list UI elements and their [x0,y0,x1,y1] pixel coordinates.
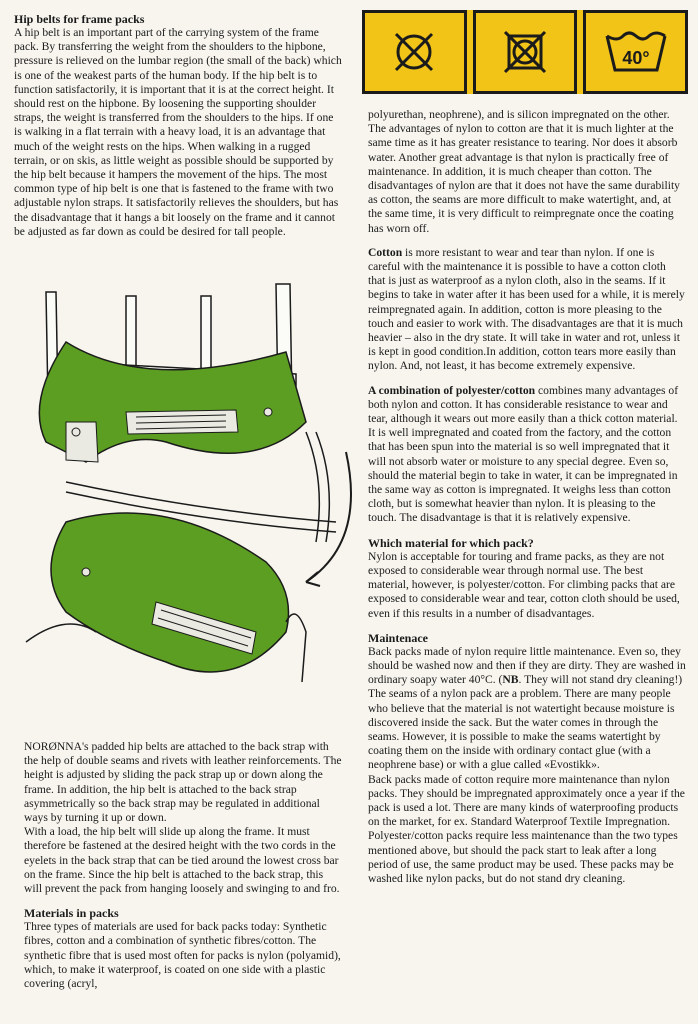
paragraph-which-material: Nylon is acceptable for touring and frame packs, as they are not exposed to considerable wear through normal use. The best material, however, is polyester/cotton. For climbing packs that are exposed to considerable wear and tear, cotton cloth should be used, even if this results in a number of disadvantages. [368,549,680,620]
paragraph-maintenance-nylon [368,645,686,688]
wash-temperature-label: 40° [622,48,650,68]
section-heading-hip-belts: Hip belts for frame packs [14,12,145,26]
right-column [368,108,686,886]
maintenance-text-a: Back packs made of nylon require little maintenance. Even so, they should be washed now and then if they are dirty. They are washed in ordinary soapy water 40°C. ( [368,644,686,687]
left-column [14,12,344,239]
cotton-text: is more resistant to wear and tear than nylon. If one is careful with the maintenance it is possible to have a cotton cloth that is just as waterproof as a nylon cloth, also in the seams. If it begins to take in water after it has been used for a while, it is merely reimpregnated again. In addition, cotton is more pleasing to the touch and easier to work with. The disadvantages are that it is much heavier – also in the dry state. It will take in water and rot, unless it is kept in good condition.In addition, cotton tears more easily than nylon. And, not least, it has become extremely expensive. [368,245,685,373]
paragraph-materials: Three types of materials are used for back packs today: Synthetic fibres, cotton and a combination of synthetic fibres/cotton. The synthetic fibre that is used most often for packs is nylon (polyamid), which, to make it waterproof, is coated on one side with a plastic covering (acryl, [24,920,341,991]
paragraph-cotton-maintenance: Back packs made of cotton require more maintenance than nylon packs. They should be impregnated approximately once a year if the pack is used a lot. There are many kinds of waterproofing products on the market, for ex. Standard Waterproof Textile Impregnation. [368,772,685,829]
section-heading-materials: Materials in packs [24,906,119,921]
left-column-lower [24,740,344,991]
care-symbols-panel [362,10,688,94]
section-heading-maintenance: Maintenace [368,630,428,645]
paragraph-noronna-belts: NORØNNA's padded hip belts are attached to the back strap with the help of double seams and rivets with leather reinforcements. The height is adjusted by sliding the pack strap up or down along the frame. In addition, the hip belt is attached to the back strap asymmetrically so the back strap may be regulated in additional ways by turning it up or down. [24,740,342,825]
section-heading-which-material: Which material for which pack? [368,535,534,550]
do-not-tumble-dry-symbol [473,10,578,94]
maintenance-nb: NB [502,673,519,687]
wash-40-symbol [583,10,688,94]
lower-hip-belt [26,513,306,682]
paragraph-polyester-maintenance: Polyester/cotton packs require less maintenance than the two types mentioned above, but should the pack start to leak after a long period of use, the same product may be used. These packs may be washed like nylon packs, but do not stand dry cleaning. [368,829,678,885]
paragraph-polyester-cotton [368,384,686,526]
maintenance-text-c: . They will not stand dry cleaning!) [518,673,683,687]
paragraph-nylon: polyurethan, neophrene), and is silicon impregnated on the other. The advantages of nylon to cotton are that it is much lighter at the same time as it has greater resistance to tearing. Nor does it absorb water. Another great advantage is that nylon is practically free of maintenance. In addition, it is much cheaper than cotton. The disadvantages of nylon are that it does not have the same durability as cotton, the seams are more difficult to make watertight, and, at the same time, it is very difficult to reimpregnate once the coating has worn off. [368,108,680,235]
cotton-lead: Cotton [368,245,403,259]
paragraph-hip-belts: A hip belt is an important part of the carrying system of the frame pack. By transferring the weight from the shoulders to the hipbone, pressure is relieved on the lumbar region (the small of the back) which is one of the weakest parts of the human body. If the hip belt is to function satisfactorily, it is important that it is at the correct height. It should rest on the hipbone. By loosening the supporting shoulder straps, the weight is transferred from the shoulders to the hips. If one is walking in a flat terrain with a heavy load, it is an advantage that much of the weight rests on the hips. When walking in a rugged terrain, or on skis, as little weight as possible should be supported by the hip belt because it hampers the movement of the hips. The most common type of hip belt is one that is fastened to the frame with two adjustable nylon straps. It satisfactorily relieves the shoulders, but has the disadvantage that it hangs a bit loosely on the frame and it cannot be adjusted as far down as could be desired for tall people. [14,26,342,238]
paragraph-seams: The seams of a nylon pack are a problem. There are many people who believe that the material is not watertight because moisture is discovered inside the sack. But the water comes in through the seams. However, it is possible to make the seams watertight by coating them on the inside with ordinary contact glue (with a neophrene base) or with a glue called «Evostikk». [368,687,675,772]
polyester-text: combines many advantages of both nylon and cotton. It has considerable resistance to wear and tear, although it wears out more easily than a thick cotton material. It is well impregnated and coated from the factory, and the cotton that has been spun into the material is so well impregnated that it will not absorb water or moisture to any special degree. Even so, should the material begin to take in water, it can be impregnated in the same way as cotton is impregnated. It weighs less than cotton cloth, but is somewhat heavier than nylon. It is pleasing to the touch. The disadvantage is that it is relatively expensive. [368,383,679,525]
paragraph-load-adjustment: With a load, the hip belt will slide up along the frame. It must therefore be fastened at the desired height with the two cords in the eyelets in the back strap that can be tied around the lowest cross bar on the frame. Since the hip belt is attached to the back strap, this will prevent the pack from hanging loosely and swinging to and fro. [24,825,340,896]
do-not-bleach-symbol [362,10,467,94]
upper-hip-belt [39,342,306,462]
polyester-lead: A combination of polyester/cotton [368,383,536,397]
hip-belt-illustration [6,282,356,722]
paragraph-cotton [368,246,686,374]
